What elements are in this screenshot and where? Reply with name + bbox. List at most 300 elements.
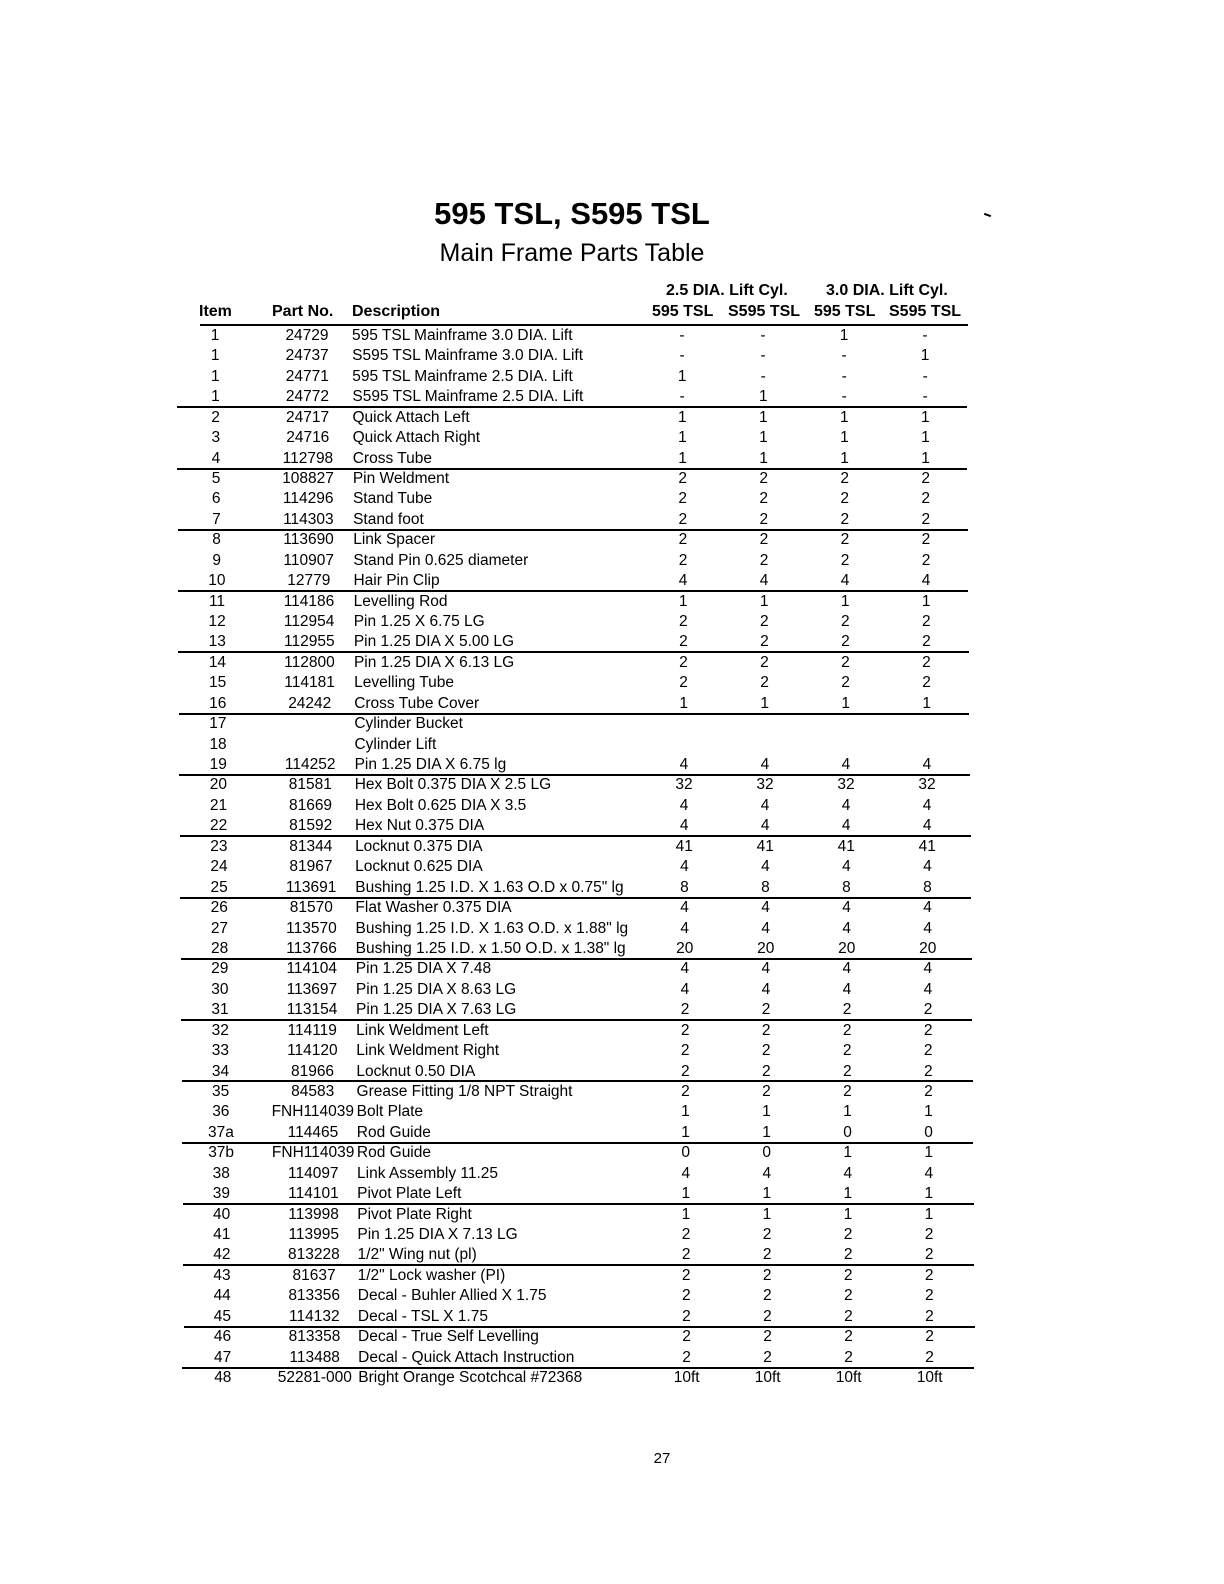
table-cell-description: Pin 1.25 DIA X 5.00 LG	[353, 633, 515, 651]
table-cell-item: 34	[211, 1062, 230, 1080]
table-cell-part-no: 114120	[287, 1042, 338, 1060]
group-rule	[183, 1203, 974, 1205]
table-cell-qty: 1	[681, 1123, 690, 1141]
table-cell-description: Rod Guide	[356, 1144, 431, 1162]
table-cell-description: Pin 1.25 DIA X 6.75 lg	[354, 756, 507, 774]
table-cell-qty: 32	[675, 776, 693, 794]
table-cell-qty: 2	[841, 633, 850, 651]
table-cell-qty: 4	[842, 899, 851, 917]
table-cell-item: 33	[211, 1042, 229, 1060]
table-cell-part-no: 81966	[290, 1062, 335, 1080]
header-item: Item	[199, 303, 232, 320]
table-cell-qty: 2	[843, 1246, 853, 1264]
table-cell-item: 36	[212, 1103, 230, 1121]
table-cell-qty: 1	[762, 1103, 771, 1121]
table-cell-qty: 2	[763, 1287, 772, 1305]
table-cell-description: Decal - True Self Levelling	[358, 1328, 539, 1346]
table-cell-item: 48	[214, 1369, 232, 1386]
table-cell-qty: 2	[681, 1082, 690, 1100]
table-cell-item: 1	[211, 388, 220, 406]
table-cell-qty: 8	[923, 878, 932, 896]
table-cell-qty: 41	[756, 837, 774, 855]
table-cell-qty: 2	[762, 1082, 771, 1100]
table-cell-description: Pin 1.25 X 6.75 LG	[353, 613, 485, 631]
table-cell-part-no: 112954	[283, 613, 335, 631]
table-cell-description: 1/2" Wing nut (pl)	[357, 1246, 477, 1264]
group-rule	[184, 1326, 976, 1328]
table-cell-qty: 4	[923, 960, 933, 978]
group-rule	[181, 958, 972, 960]
table-cell-part-no: 114465	[287, 1123, 339, 1141]
table-cell-description: Bushing 1.25 I.D. X 1.63 O.D x 0.75" lg	[355, 878, 624, 896]
table-cell-qty: 2	[921, 613, 931, 631]
table-cell-item: 37a	[208, 1123, 234, 1141]
table-cell-qty: 2	[844, 1328, 853, 1346]
table-cell-qty: 1	[922, 694, 931, 712]
table-cell-qty: 20	[757, 939, 775, 957]
table-cell-item: 22	[210, 817, 228, 835]
table-cell-qty: 2	[924, 1225, 934, 1243]
table-cell-part-no: 114132	[289, 1307, 340, 1325]
table-cell-qty: 2	[923, 1062, 933, 1080]
table-cell-part-no: 81637	[292, 1266, 336, 1284]
table-cell-qty: 2	[761, 1021, 771, 1039]
table-cell-part-no: FNH114039	[271, 1103, 355, 1121]
table-cell-qty: 2	[682, 1328, 691, 1346]
table-cell-qty: 2	[925, 1348, 934, 1366]
table-cell-qty: 2	[923, 1001, 933, 1019]
table-cell-item: 35	[212, 1082, 230, 1100]
table-cell-qty: 1	[843, 1185, 853, 1203]
table-cell-qty: 4	[842, 858, 851, 876]
page-subtitle: Main Frame Parts Table	[439, 239, 705, 267]
table-cell-qty: 4	[680, 960, 690, 978]
table-cell-qty: 4	[680, 899, 689, 917]
table-cell-qty: 1	[759, 592, 769, 610]
table-cell-qty: 2	[762, 1266, 772, 1284]
table-cell-part-no: 24772	[285, 388, 329, 406]
table-cell-part-no: 81581	[288, 776, 332, 794]
table-cell-part-no: 114097	[287, 1164, 339, 1182]
table-cell-qty: 2	[921, 510, 931, 528]
table-cell-part-no: 24717	[286, 408, 330, 426]
group-rule	[179, 774, 970, 776]
table-cell-qty: 2	[762, 1246, 772, 1264]
table-cell-qty: 32	[918, 776, 936, 794]
table-cell-description: Decal - Buhler Allied X 1.75	[357, 1287, 547, 1305]
table-cell-description: Levelling Tube	[354, 674, 455, 692]
table-cell-qty: 4	[680, 858, 689, 876]
table-cell-description: Stand foot	[353, 510, 424, 528]
table-cell-qty: 2	[924, 1246, 934, 1264]
table-cell-qty: 1	[681, 1103, 690, 1121]
group-rule	[182, 1080, 973, 1082]
table-cell-qty: 41	[918, 837, 936, 855]
table-cell-qty: 1	[921, 592, 931, 610]
table-cell-part-no: 113995	[288, 1225, 340, 1243]
table-cell-qty: 1	[921, 408, 930, 426]
table-cell-item: 40	[212, 1205, 231, 1223]
table-cell-description: S595 TSL Mainframe 2.5 DIA. Lift	[352, 388, 584, 406]
table-cell-qty: 2	[763, 1307, 772, 1325]
table-cell-qty: 2	[924, 1266, 934, 1284]
table-cell-item: 9	[212, 551, 221, 569]
table-cell-qty: 1	[840, 449, 849, 467]
table-cell-qty: -	[922, 388, 928, 406]
table-cell-part-no: 110907	[283, 551, 334, 569]
table-cell-qty: 41	[837, 837, 855, 855]
table-cell-qty: 2	[759, 490, 769, 508]
table-cell-qty: 1	[924, 1144, 933, 1162]
table-cell-description: Stand Tube	[352, 490, 433, 508]
table-cell-qty: 4	[761, 980, 771, 998]
table-cell-qty: 1	[843, 1103, 852, 1121]
table-cell-item: 45	[213, 1307, 231, 1325]
table-cell-qty: 1	[759, 429, 768, 447]
table-cell-part-no: 113691	[285, 878, 337, 896]
table-cell-part-no: 813358	[288, 1328, 341, 1346]
table-cell-qty: -	[841, 367, 847, 385]
table-cell-qty: 2	[678, 551, 688, 569]
header-qty-s595-3-0: S595 TSL	[889, 303, 962, 320]
table-cell-qty: 2	[761, 1001, 771, 1019]
table-cell-qty: 1	[681, 1185, 691, 1203]
table-bottom-rule	[182, 1367, 974, 1369]
table-cell-item: 24	[210, 858, 228, 876]
table-cell-qty: 4	[842, 960, 852, 978]
table-cell-item: 11	[208, 592, 226, 610]
table-cell-qty: 1	[678, 449, 687, 467]
table-cell-qty: 1	[920, 347, 930, 365]
table-cell-part-no: 81344	[289, 837, 333, 855]
table-cell-qty: 2	[759, 613, 769, 631]
table-cell-description: Stand Pin 0.625 diameter	[353, 551, 529, 569]
table-cell-item: 42	[213, 1246, 231, 1264]
header-qty-s595-2-5: S595 TSL	[728, 303, 801, 320]
table-cell-qty: 4	[678, 572, 688, 590]
table-cell-part-no: 113998	[288, 1205, 339, 1223]
table-cell-description: Bushing 1.25 I.D. X 1.63 O.D. x 1.88" lg	[355, 919, 629, 937]
table-cell-qty: 1	[678, 429, 687, 447]
table-cell-qty: 4	[923, 858, 932, 876]
table-cell-qty: 2	[679, 674, 688, 692]
table-cell-qty: 2	[844, 1348, 853, 1366]
table-cell-qty: 8	[842, 878, 851, 896]
table-cell-item: 2	[211, 408, 220, 426]
table-cell-qty: 4	[679, 756, 689, 774]
table-cell-description: Bushing 1.25 I.D. x 1.50 O.D. x 1.38" lg	[355, 939, 626, 957]
table-cell-description: S595 TSL Mainframe 3.0 DIA. Lift	[352, 347, 583, 365]
table-cell-part-no: 113154	[286, 1001, 338, 1019]
table-cell-qty: 8	[761, 878, 770, 896]
table-cell-qty: 4	[761, 960, 771, 978]
table-cell-qty: 1	[759, 449, 768, 467]
table-cell-qty: 4	[922, 756, 932, 774]
table-cell-qty: 2	[844, 1287, 853, 1305]
table-cell-description: Pin 1.25 DIA X 7.63 LG	[356, 1001, 517, 1019]
table-cell-qty: 2	[759, 531, 769, 549]
table-cell-qty: -	[679, 388, 685, 406]
table-cell-description: Hex Nut 0.375 DIA	[354, 817, 485, 835]
table-cell-part-no: 114303	[283, 510, 334, 528]
table-cell-qty: 2	[760, 653, 769, 671]
table-cell-qty: 4	[681, 1164, 691, 1182]
table-cell-qty: 2	[842, 1021, 852, 1039]
table-cell-qty: 2	[680, 1021, 690, 1039]
table-cell-description: Cross Tube Cover	[354, 694, 480, 712]
table-cell-qty: 2	[842, 1042, 852, 1060]
table-cell-qty: 2	[678, 531, 688, 549]
group-rule	[179, 713, 970, 715]
table-cell-item: 47	[214, 1348, 232, 1366]
table-cell-qty: 1	[758, 388, 768, 406]
table-cell-description: Pivot Plate Right	[357, 1205, 472, 1223]
table-cell-part-no: 24737	[285, 347, 329, 365]
header-part-no: Part No.	[272, 303, 334, 320]
table-cell-qty: 20	[919, 939, 937, 957]
table-cell-qty: 2	[682, 1348, 691, 1366]
table-cell-qty: 41	[675, 837, 693, 855]
table-cell-qty: 1	[678, 592, 688, 610]
table-cell-qty: -	[841, 347, 847, 365]
table-cell-qty: 4	[923, 980, 933, 998]
table-cell-description: Link Weldment Left	[356, 1021, 489, 1039]
table-cell-description: Cylinder Bucket	[354, 715, 463, 733]
table-cell-qty: 2	[840, 470, 849, 488]
table-cell-description: 595 TSL Mainframe 3.0 DIA. Lift	[352, 327, 573, 344]
table-cell-part-no: 12779	[287, 572, 331, 590]
table-cell-qty: 2	[922, 633, 931, 651]
table-cell-part-no: 112955	[284, 633, 335, 651]
table-cell-item: 46	[213, 1328, 232, 1346]
table-cell-qty: 4	[923, 899, 932, 917]
table-cell-part-no: 113766	[286, 939, 337, 957]
table-cell-qty: 1	[677, 367, 687, 385]
table-cell-qty: 4	[842, 980, 852, 998]
table-cell-item: 19	[209, 756, 227, 774]
table-cell-item: 10	[208, 572, 226, 590]
table-cell-part-no: 108827	[282, 470, 334, 488]
table-cell-qty: 1	[921, 429, 930, 447]
table-cell-description: 1/2" Lock washer (PI)	[357, 1266, 506, 1284]
table-cell-part-no: 81570	[289, 899, 333, 917]
table-cell-qty: 1	[678, 408, 687, 426]
table-cell-qty: -	[679, 327, 685, 344]
header-qty-595-3-0: 595 TSL	[814, 303, 876, 320]
table-cell-qty: 0	[843, 1123, 852, 1141]
table-cell-qty: 2	[924, 1082, 933, 1100]
table-cell-qty: -	[760, 367, 766, 385]
table-cell-part-no: 81967	[289, 858, 333, 876]
table-cell-qty: 2	[760, 633, 769, 651]
table-cell-qty: 4	[762, 1164, 772, 1182]
table-cell-qty: 10ft	[916, 1369, 943, 1386]
table-cell-part-no: 813356	[288, 1287, 341, 1305]
table-cell-qty: 2	[921, 551, 931, 569]
table-cell-part-no: 114296	[282, 490, 334, 508]
table-cell-item: 15	[208, 674, 227, 692]
table-cell-item: 13	[208, 633, 226, 651]
table-cell-qty: 2	[840, 613, 850, 631]
table-cell-qty: 2	[841, 653, 850, 671]
table-cell-qty: 2	[759, 551, 769, 569]
table-cell-qty: 2	[925, 1307, 934, 1325]
table-cell-qty: 2	[682, 1287, 691, 1305]
table-cell-item: 29	[211, 960, 229, 978]
table-cell-qty: 2	[761, 1062, 771, 1080]
table-cell-item: 14	[208, 653, 227, 671]
table-cell-description: Link Spacer	[353, 531, 436, 549]
table-cell-qty: 2	[921, 531, 931, 549]
table-cell-description: Link Assembly 11.25	[357, 1164, 499, 1182]
table-cell-qty: 1	[759, 408, 768, 426]
table-cell-qty: 10ft	[835, 1369, 862, 1386]
table-cell-item: 31	[211, 1001, 229, 1019]
column-group-2-5-dia: 2.5 DIA. Lift Cyl.	[666, 282, 788, 299]
table-cell-part-no: 113697	[286, 980, 338, 998]
group-rule	[178, 590, 968, 592]
table-cell-item: 8	[212, 531, 221, 549]
table-cell-part-no: 114119	[287, 1021, 337, 1039]
group-rule	[182, 1142, 973, 1144]
table-cell-qty: 1	[840, 592, 850, 610]
table-cell-qty: 4	[841, 796, 851, 814]
group-rule	[180, 835, 971, 837]
column-group-3-0-dia: 3.0 DIA. Lift Cyl.	[826, 282, 948, 299]
table-cell-qty: 2	[679, 653, 688, 671]
table-cell-item: 28	[210, 939, 229, 957]
table-cell-qty: 2	[680, 1001, 690, 1019]
table-cell-part-no: 813228	[288, 1246, 340, 1264]
table-cell-qty: 2	[678, 613, 688, 631]
table-cell-description: Hex Bolt 0.625 DIA X 3.5	[354, 796, 527, 814]
table-cell-qty: 2	[840, 551, 850, 569]
table-cell-description: Pin 1.25 DIA X 7.48	[355, 960, 492, 978]
table-cell-part-no: 112800	[284, 653, 335, 671]
table-cell-description: Hair Pin Clip	[353, 572, 440, 590]
group-rule	[177, 406, 967, 408]
table-cell-item: 38	[212, 1164, 230, 1182]
table-cell-qty: 4	[923, 919, 932, 937]
table-cell-qty: 2	[921, 490, 931, 508]
table-cell-description: Pivot Plate Left	[357, 1185, 462, 1203]
table-cell-part-no: 114104	[286, 960, 338, 978]
header-description: Description	[352, 303, 441, 320]
table-cell-qty: 4	[841, 756, 851, 774]
table-cell-qty: 10ft	[673, 1369, 700, 1386]
table-cell-qty: 10ft	[754, 1369, 781, 1386]
table-cell-qty: 2	[761, 1042, 771, 1060]
table-cell-item: 1	[210, 347, 220, 365]
table-cell-part-no: 112798	[282, 449, 334, 467]
table-cell-part-no: 114181	[284, 674, 335, 692]
table-cell-description: Quick Attach Left	[352, 408, 470, 426]
table-cell-part-no: 24242	[288, 694, 332, 712]
table-cell-item: 20	[209, 776, 227, 794]
table-cell-qty: 2	[922, 653, 931, 671]
table-cell-qty: 4	[922, 817, 932, 835]
table-cell-qty: 4	[679, 817, 689, 835]
table-cell-qty: 2	[681, 1246, 691, 1264]
table-cell-qty: 2	[763, 1328, 772, 1346]
table-cell-qty: 4	[679, 796, 689, 814]
table-cell-item: 5	[211, 470, 221, 488]
table-cell-qty: 4	[760, 796, 770, 814]
table-cell-qty: 2	[680, 1062, 690, 1080]
table-cell-description: Link Weldment Right	[356, 1042, 500, 1060]
table-cell-qty: -	[760, 347, 766, 365]
table-cell-qty: 4	[761, 899, 770, 917]
table-cell-qty: 2	[759, 510, 769, 528]
table-cell-part-no: 113488	[289, 1348, 340, 1366]
table-cell-qty: 4	[842, 919, 851, 937]
table-cell-qty: 2	[922, 674, 931, 692]
table-cell-qty: 2	[925, 1328, 934, 1346]
table-cell-qty: 2	[759, 470, 768, 488]
table-cell-description: Locknut 0.50 DIA	[356, 1062, 476, 1080]
table-cell-item: 1	[210, 367, 220, 385]
table-cell-qty: 2	[843, 1266, 853, 1284]
table-cell-qty: 8	[680, 878, 689, 896]
table-cell-qty: 2	[842, 1062, 852, 1080]
table-cell-qty: 2	[681, 1266, 691, 1284]
table-cell-qty: 4	[761, 858, 770, 876]
table-cell-description: Flat Washer 0.375 DIA	[355, 899, 512, 917]
table-cell-qty: 2	[842, 1001, 852, 1019]
table-cell-qty: 4	[759, 572, 769, 590]
table-cell-qty: 2	[682, 1307, 691, 1325]
table-cell-part-no: 81669	[288, 796, 333, 814]
table-cell-qty: 2	[763, 1348, 772, 1366]
table-cell-item: 17	[209, 715, 227, 733]
table-cell-description: Pin Weldment	[352, 470, 450, 488]
table-cell-qty: 1	[924, 1185, 934, 1203]
table-cell-item: 30	[211, 980, 229, 998]
group-rule	[178, 651, 968, 653]
table-cell-qty: 1	[924, 1103, 933, 1121]
page-title: 595 TSL, S595 TSL	[434, 196, 710, 231]
table-cell-part-no: 81592	[289, 817, 333, 835]
table-cell-qty: 2	[678, 490, 688, 508]
table-cell-qty: -	[679, 347, 685, 365]
table-cell-qty: 1	[762, 1123, 771, 1141]
table-cell-qty: 2	[844, 1307, 853, 1325]
header-qty-595-2-5: 595 TSL	[652, 303, 714, 320]
table-cell-part-no: 24771	[285, 367, 329, 385]
table-cell-qty: 0	[924, 1123, 933, 1141]
table-cell-qty: 2	[762, 1225, 772, 1243]
table-cell-part-no: 24716	[286, 429, 330, 447]
table-cell-qty: -	[760, 327, 766, 344]
table-cell-qty: 1	[841, 694, 850, 712]
table-cell-qty: 1	[679, 694, 688, 712]
table-cell-item: 21	[209, 796, 228, 814]
table-cell-qty: 2	[680, 1042, 690, 1060]
table-cell-qty: 1	[681, 1205, 691, 1223]
table-cell-item: 26	[210, 899, 228, 917]
table-cell-qty: 20	[838, 939, 856, 957]
table-cell-qty: 1	[840, 429, 849, 447]
table-cell-qty: 1	[840, 408, 849, 426]
table-cell-qty: 4	[921, 572, 931, 590]
table-cell-item: 44	[213, 1287, 231, 1305]
table-cell-description: Quick Attach Right	[352, 429, 481, 447]
table-cell-description: Bolt Plate	[356, 1103, 424, 1121]
table-cell-part-no: 84583	[291, 1082, 335, 1100]
table-cell-qty: 2	[840, 510, 850, 528]
table-cell-description: Pin 1.25 DIA X 7.13 LG	[357, 1225, 518, 1243]
group-rule	[181, 1019, 972, 1021]
